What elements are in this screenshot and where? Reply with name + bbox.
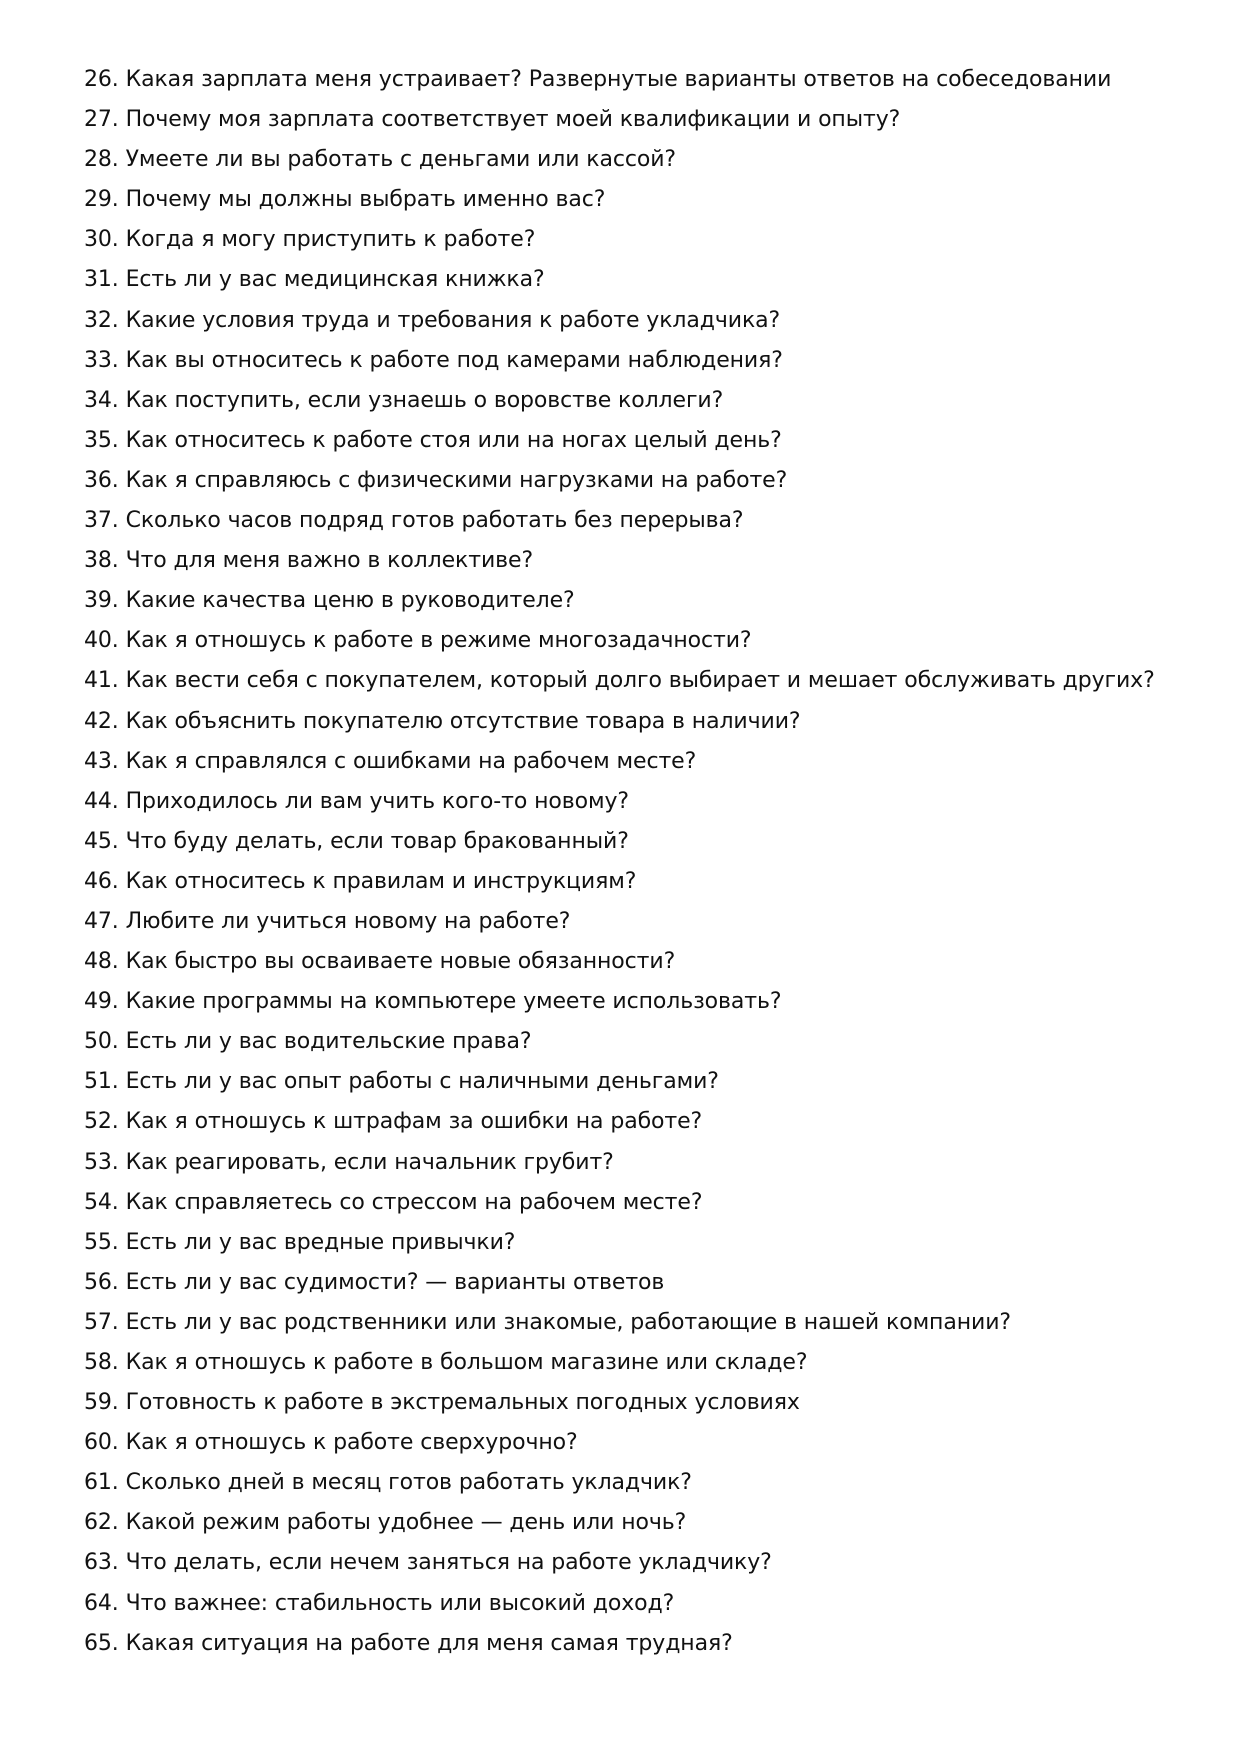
question-item: 44. Приходилось ли вам учить кого-то новому? [84, 788, 629, 814]
question-item: 64. Что важнее: стабильность или высокий доход? [84, 1590, 675, 1616]
question-item: 33. Как вы относитесь к работе под камерами наблюдения? [84, 347, 783, 373]
question-item: 26. Какая зарплата меня устраивает? Развернутые варианты ответов на собеседовании [84, 67, 1112, 92]
question-item: 32. Какие условия труда и требования к работе укладчика? [84, 307, 781, 333]
question-item: 45. Что буду делать, если товар бракованный? [84, 828, 629, 854]
question-item: 28. Умеете ли вы работать с деньгами или кассой? [84, 147, 676, 173]
question-item: 31. Есть ли у вас медицинская книжка? [84, 267, 545, 293]
question-item: 65. Какая ситуация на работе для меня самая трудная? [84, 1630, 733, 1656]
question-item: 48. Как быстро вы осваиваете новые обязанности? [84, 949, 676, 975]
question-item: 56. Есть ли у вас судимости? — варианты ответов [84, 1269, 665, 1295]
question-item: 43. Как я справлялся с ошибками на рабочем месте? [84, 748, 697, 774]
question-item: 58. Как я отношусь к работе в большом магазине или складе? [84, 1350, 808, 1375]
question-item: 35. Как относитесь к работе стоя или на ногах целый день? [84, 427, 782, 453]
question-list [84, 60, 1204, 1664]
question-item: 52. Как я отношусь к штрафам за ошибки на работе? [84, 1109, 703, 1135]
question-item: 61. Сколько дней в месяц готов работать укладчик? [84, 1470, 692, 1496]
question-item: 40. Как я отношусь к работе в режиме многозадачности? [84, 628, 752, 654]
question-item: 54. Как справляетесь со стрессом на рабочем месте? [84, 1189, 703, 1215]
question-item: 37. Сколько часов подряд готов работать без перерыва? [84, 508, 744, 534]
question-item: 55. Есть ли у вас вредные привычки? [84, 1229, 516, 1255]
question-item: 62. Какой режим работы удобнее — день или ночь? [84, 1510, 687, 1536]
question-item: 47. Любите ли учиться новому на работе? [84, 908, 571, 934]
question-item: 50. Есть ли у вас водительские права? [84, 1029, 532, 1055]
question-item: 41. Как вести себя с покупателем, который долго выбирает и мешает обслуживать других? [84, 668, 1155, 694]
question-item: 63. Что делать, если нечем заняться на работе укладчику? [84, 1550, 772, 1576]
question-item: 30. Когда я могу приступить к работе? [84, 227, 536, 253]
question-item: 53. Как реагировать, если начальник грубит? [84, 1149, 614, 1175]
question-item: 51. Есть ли у вас опыт работы с наличными деньгами? [84, 1069, 719, 1095]
question-item: 60. Как я отношусь к работе сверхурочно? [84, 1430, 578, 1456]
document-page [84, 60, 1204, 1664]
question-item: 29. Почему мы должны выбрать именно вас? [84, 187, 606, 213]
question-item: 46. Как относитесь к правилам и инструкциям? [84, 868, 637, 894]
question-item: 34. Как поступить, если узнаешь о воровстве коллеги? [84, 387, 724, 413]
question-item: 27. Почему моя зарплата соответствует моей квалификации и опыту? [84, 107, 901, 133]
question-item: 42. Как объяснить покупателю отсутствие товара в наличии? [84, 708, 801, 734]
question-item: 38. Что для меня важно в коллективе? [84, 548, 534, 574]
question-item: 59. Готовность к работе в экстремальных погодных условиях [84, 1390, 800, 1416]
question-item: 57. Есть ли у вас родственники или знакомые, работающие в нашей компании? [84, 1309, 1011, 1335]
question-item: 36. Как я справляюсь с физическими нагрузками на работе? [84, 467, 788, 493]
question-item: 39. Какие качества ценю в руководителе? [84, 588, 575, 614]
question-item: 49. Какие программы на компьютере умеете использовать? [84, 989, 782, 1015]
